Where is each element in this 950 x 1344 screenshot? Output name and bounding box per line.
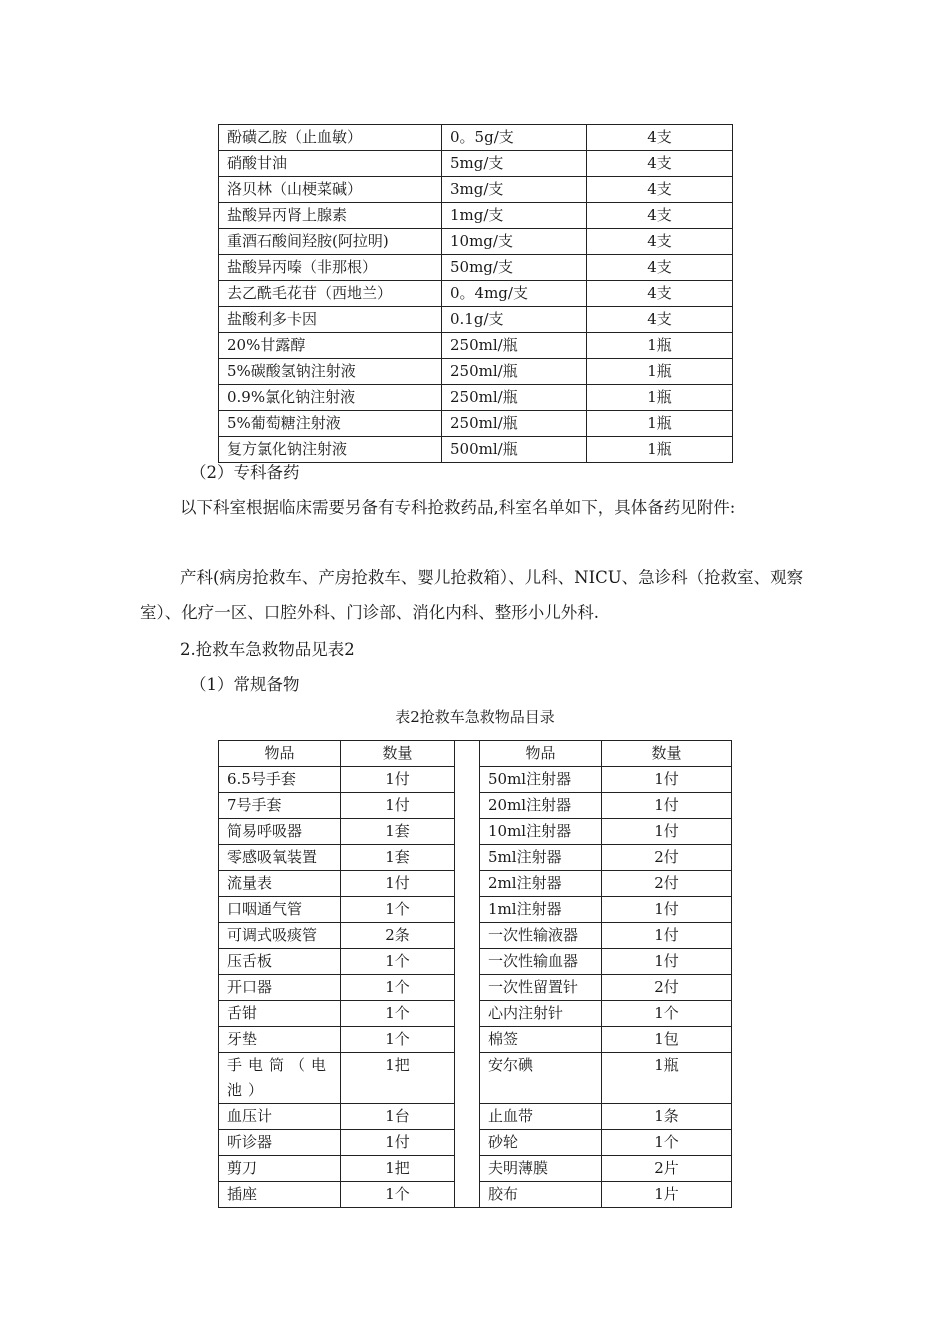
column-gap (455, 975, 480, 1001)
item-quantity: 1个 (341, 975, 455, 1001)
item-name: 一次性留置针 (480, 975, 602, 1001)
column-gap (455, 923, 480, 949)
drug-quantity: 4支 (587, 203, 733, 229)
item-name: 心内注射针 (480, 1001, 602, 1027)
column-gap (455, 767, 480, 793)
table-row (219, 975, 732, 1001)
table-row (219, 333, 733, 359)
item-name: 5ml注射器 (480, 845, 602, 871)
drug-name: 20%甘露醇 (219, 333, 442, 359)
table-row (219, 229, 733, 255)
column-gap (455, 871, 480, 897)
section-heading-routine-items: （1）常规备物 (190, 675, 300, 694)
table-row (219, 255, 733, 281)
item-name: 一次性输血器 (480, 949, 602, 975)
item-name: 口咽通气管 (219, 897, 341, 923)
item-name: 零感吸氧装置 (219, 845, 341, 871)
table-row (219, 281, 733, 307)
column-gap (455, 1053, 480, 1104)
table-row (219, 949, 732, 975)
table-row (219, 819, 732, 845)
item-quantity: 1个 (602, 1001, 732, 1027)
column-gap (455, 897, 480, 923)
table-row (219, 125, 733, 151)
table-row (219, 793, 732, 819)
table-caption: 表2抢救车急救物品目录 (395, 708, 555, 726)
item-quantity: 1台 (341, 1104, 455, 1130)
item-name: 夫明薄膜 (480, 1156, 602, 1182)
column-gap (455, 1001, 480, 1027)
item-name: 牙垫 (219, 1027, 341, 1053)
item-quantity: 1付 (602, 923, 732, 949)
item-name: 开口器 (219, 975, 341, 1001)
item-name: 安尔碘 (480, 1053, 602, 1104)
item-quantity: 1把 (341, 1156, 455, 1182)
drug-spec: 0。5g/支 (442, 125, 587, 151)
item-name: 压舌板 (219, 949, 341, 975)
table-row (219, 359, 733, 385)
item-quantity: 1个 (341, 1182, 455, 1208)
table-row (219, 1027, 732, 1053)
item-name: 20ml注射器 (480, 793, 602, 819)
drug-spec: 250ml/瓶 (442, 385, 587, 411)
drug-name: 复方氯化钠注射液 (219, 437, 442, 463)
item-quantity: 1把 (341, 1053, 455, 1104)
item-name: 手电筒（电池） (219, 1053, 341, 1104)
item-quantity: 1付 (602, 819, 732, 845)
drug-spec: 250ml/瓶 (442, 411, 587, 437)
column-gap (455, 845, 480, 871)
item-name: 止血带 (480, 1104, 602, 1130)
column-gap (455, 1182, 480, 1208)
item-name: 50ml注射器 (480, 767, 602, 793)
table-row (219, 1156, 732, 1182)
paragraph-departments: 产科(病房抢救车、产房抢救车、婴儿抢救箱）、儿科、NICU、急诊科（抢救室、观察室）、化疗一区、口腔外科、门诊部、消化内科、整形小儿外科. (140, 568, 804, 622)
item-quantity: 1个 (602, 1130, 732, 1156)
drug-name: 酚磺乙胺（止血敏） (219, 125, 442, 151)
drug-name: 洛贝林（山梗菜碱） (219, 177, 442, 203)
drug-quantity: 1瓶 (587, 437, 733, 463)
column-gap (455, 1130, 480, 1156)
column-gap (455, 1104, 480, 1130)
column-gap (455, 741, 480, 767)
item-quantity: 2付 (602, 975, 732, 1001)
drug-quantity: 4支 (587, 307, 733, 333)
emergency-drug-table (218, 124, 733, 463)
drug-name: 5%碳酸氢钠注射液 (219, 359, 442, 385)
column-gap (455, 793, 480, 819)
column-gap (455, 1027, 480, 1053)
item-quantity: 2付 (602, 871, 732, 897)
item-quantity: 1套 (341, 819, 455, 845)
item-name: 棉签 (480, 1027, 602, 1053)
column-header: 物品 (219, 741, 341, 767)
drug-quantity: 4支 (587, 229, 733, 255)
table-row (219, 1182, 732, 1208)
drug-quantity: 4支 (587, 151, 733, 177)
item-name: 简易呼吸器 (219, 819, 341, 845)
drug-spec: 0。4mg/支 (442, 281, 587, 307)
column-gap (455, 949, 480, 975)
table-row (219, 923, 732, 949)
item-name: 6.5号手套 (219, 767, 341, 793)
table-row (219, 897, 732, 923)
drug-quantity: 4支 (587, 177, 733, 203)
table-row (219, 385, 733, 411)
drug-quantity: 1瓶 (587, 359, 733, 385)
item-quantity: 2付 (602, 845, 732, 871)
item-name: 听诊器 (219, 1130, 341, 1156)
drug-spec: 0.1g/支 (442, 307, 587, 333)
item-name: 7号手套 (219, 793, 341, 819)
table-row (219, 203, 733, 229)
item-quantity: 1包 (602, 1027, 732, 1053)
item-name: 剪刀 (219, 1156, 341, 1182)
drug-name: 盐酸异丙嗪（非那根） (219, 255, 442, 281)
drug-quantity: 1瓶 (587, 333, 733, 359)
drug-spec: 50mg/支 (442, 255, 587, 281)
drug-spec: 1mg/支 (442, 203, 587, 229)
drug-quantity: 1瓶 (587, 385, 733, 411)
item-quantity: 1付 (602, 949, 732, 975)
table-row (219, 767, 732, 793)
item-quantity: 1付 (341, 767, 455, 793)
item-quantity: 1付 (341, 1130, 455, 1156)
drug-name: 0.9%氯化钠注射液 (219, 385, 442, 411)
item-quantity: 1付 (341, 871, 455, 897)
drug-name: 硝酸甘油 (219, 151, 442, 177)
item-quantity: 1个 (341, 1001, 455, 1027)
drug-spec: 3mg/支 (442, 177, 587, 203)
table-row (219, 871, 732, 897)
item-quantity: 2片 (602, 1156, 732, 1182)
item-quantity: 1瓶 (602, 1053, 732, 1104)
drug-name: 去乙酰毛花苷（西地兰） (219, 281, 442, 307)
column-header: 数量 (341, 741, 455, 767)
emergency-item-table (218, 740, 732, 1208)
item-name: 1ml注射器 (480, 897, 602, 923)
drug-name: 盐酸异丙肾上腺素 (219, 203, 442, 229)
drug-name: 重酒石酸间羟胺(阿拉明) (219, 229, 442, 255)
table-row (219, 845, 732, 871)
item-name: 2ml注射器 (480, 871, 602, 897)
item-quantity: 2条 (341, 923, 455, 949)
drug-name: 5%葡萄糖注射液 (219, 411, 442, 437)
table-row (219, 1104, 732, 1130)
column-header: 物品 (480, 741, 602, 767)
item-name: 砂轮 (480, 1130, 602, 1156)
drug-spec: 250ml/瓶 (442, 333, 587, 359)
drug-spec: 500ml/瓶 (442, 437, 587, 463)
item-quantity: 1付 (341, 793, 455, 819)
section-heading-special-drugs: （2）专科备药 (190, 463, 300, 482)
drug-spec: 250ml/瓶 (442, 359, 587, 385)
drug-name: 盐酸利多卡因 (219, 307, 442, 333)
column-gap (455, 1156, 480, 1182)
drug-quantity: 4支 (587, 255, 733, 281)
drug-spec: 10mg/支 (442, 229, 587, 255)
item-quantity: 1个 (341, 897, 455, 923)
drug-quantity: 1瓶 (587, 411, 733, 437)
table-row (219, 151, 733, 177)
item-quantity: 1个 (341, 1027, 455, 1053)
item-name: 插座 (219, 1182, 341, 1208)
table-row (219, 1001, 732, 1027)
table-row (219, 1130, 732, 1156)
drug-quantity: 4支 (587, 281, 733, 307)
section-heading-emergency-items: 2.抢救车急救物品见表2 (180, 640, 355, 659)
item-quantity: 1片 (602, 1182, 732, 1208)
item-quantity: 1套 (341, 845, 455, 871)
item-name: 10ml注射器 (480, 819, 602, 845)
item-name: 可调式吸痰管 (219, 923, 341, 949)
table-row (219, 307, 733, 333)
item-name: 流量表 (219, 871, 341, 897)
drug-spec: 5mg/支 (442, 151, 587, 177)
table-row (219, 177, 733, 203)
item-quantity: 1付 (602, 793, 732, 819)
table-header-row (219, 741, 732, 767)
drug-quantity: 4支 (587, 125, 733, 151)
item-name: 胶布 (480, 1182, 602, 1208)
table-row (219, 1053, 732, 1104)
item-name: 血压计 (219, 1104, 341, 1130)
item-name: 一次性输液器 (480, 923, 602, 949)
item-quantity: 1条 (602, 1104, 732, 1130)
column-gap (455, 819, 480, 845)
column-header: 数量 (602, 741, 732, 767)
table-row (219, 411, 733, 437)
item-quantity: 1付 (602, 897, 732, 923)
item-name: 舌钳 (219, 1001, 341, 1027)
item-quantity: 1个 (341, 949, 455, 975)
item-quantity: 1付 (602, 767, 732, 793)
paragraph-special-drugs: 以下科室根据临床需要另备有专科抢救药品,科室名单如下，具体备药见附件: (180, 498, 736, 517)
